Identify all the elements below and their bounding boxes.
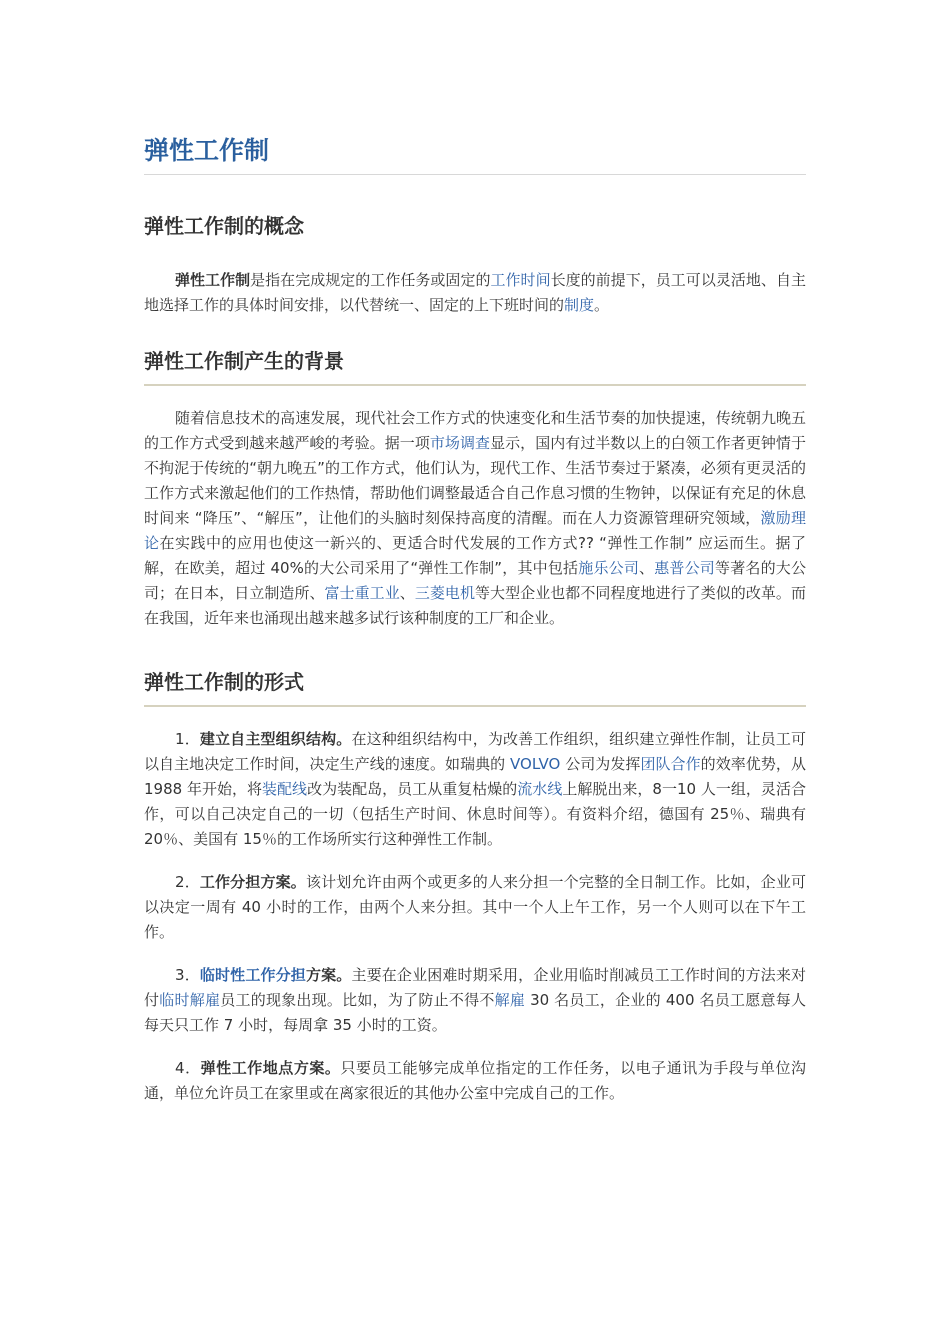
link-system[interactable]: 制度 <box>564 296 595 314</box>
section-heading-concept: 弹性工作制的概念 <box>144 214 304 238</box>
section-heading-background: 弹性工作制产生的背景 <box>144 346 806 386</box>
background-paragraph: 随着信息技术的高速发展，现代社会工作方式的快速变化和生活节奏的加快提速，传统朝九晚五的工作方式受到越来越严峻的考验。据一项市场调查显示，国内有过半数以上的白领工作者更钟情于不拘泥于传统的“朝九晚五”的工作方式，他们认为，现代工作、生活节奏过于紧凑，必须有更灵活的工作方式来激起他们的工作热情，帮助他们调整最适合自己作息习惯的生物钟，以保证有充足的休息时间来 “降压”、“解压”，让他们的头脑时刻保持高度的清醒。而在人力资源管理研究领域，激励理论在实践中的应用也使这一新兴的、更适合时代发展的工作方式?? “弹性工作制” 应运而生。据了解，在欧美，超过 40%的大公司采用了“弹性工作制”，其中包括施乐公司、惠普公司等著名的大公司；在日本，日立制造所、富士重工业、三菱电机等大型企业也都不同程度地进行了类似的改革。而在我国，近年来也涌现出越来越多试行该种制度的工厂和企业。 <box>144 409 806 627</box>
link-assembly-line[interactable]: 装配线 <box>262 780 308 798</box>
link-hp[interactable]: 惠普公司 <box>654 559 716 577</box>
article <box>144 130 806 1106</box>
form-item-1: 1．建立自主型组织结构。在这种组织结构中，为改善工作组织，组织建立弹性作制，让员工可以自主地决定工作时间，决定生产线的速度。如瑞典的 VOLVO 公司为发挥团队合作的效率优势，从 1988 年开始，将装配线改为装配岛，员工从重复枯燥的流水线上解脱出来，8一10 人一组，灵活合作，可以自己决定自己的一切（包括生产时间、休息时间等）。有资料介绍，德国有 25％、瑞典有 20％、美国有 15％的工作场所实行这种弹性工作制。 <box>144 730 806 848</box>
form-title-4: 弹性工作地点方案。 <box>200 1059 341 1077</box>
form-item-4: 4．弹性工作地点方案。只要员工能够完成单位指定的工作任务，以电子通讯为手段与单位沟通，单位允许员工在家里或在离家很近的其他办公室中完成自己的工作。 <box>144 1059 806 1102</box>
link-market-survey[interactable]: 市场调查 <box>429 434 491 452</box>
form-title-1: 建立自主型组织结构。 <box>199 730 352 748</box>
form-item-2: 2．工作分担方案。该计划允许由两个或更多的人来分担一个完整的全日制工作。比如，企业可以决定一周有 40 小时的工作，由两个人来分担。其中一个人上午工作，另一个人则可以在下午工作。 <box>144 873 806 941</box>
term-bold: 弹性工作制 <box>175 271 251 289</box>
link-teamwork[interactable]: 团队合作 <box>640 755 701 773</box>
link-fuji-heavy[interactable]: 富士重工业 <box>324 584 400 602</box>
link-volvo[interactable]: VOLVO <box>510 755 561 773</box>
link-temp-work-sharing[interactable]: 临时性工作分担 <box>199 966 306 984</box>
section-heading-forms: 弹性工作制的形式 <box>144 667 806 707</box>
link-incentive-theory[interactable]: 激励理论 <box>144 509 806 552</box>
concept-paragraph: 弹性工作制是指在完成规定的工作任务或固定的工作时间长度的前提下，员工可以灵活地、自主地选择工作的具体时间安排，以代替统一、固定的上下班时间的制度。 <box>144 271 806 314</box>
link-work-time[interactable]: 工作时间 <box>490 271 551 289</box>
page-title: 弹性工作制 <box>144 130 806 175</box>
link-temp-layoff[interactable]: 临时解雇 <box>159 991 221 1009</box>
form-title-2: 工作分担方案。 <box>199 873 306 891</box>
form-title-3-suffix: 方案。 <box>305 966 352 984</box>
link-production-line[interactable]: 流水线 <box>517 780 563 798</box>
form-item-3: 3．临时性工作分担方案。主要在企业困难时期采用，企业用临时削减员工工作时间的方法来对付临时解雇员工的现象出现。比如，为了防止不得不解雇 30 名员工，企业的 400 名员工愿意每人每天只工作 7 小时，每周拿 35 小时的工资。 <box>144 966 806 1034</box>
link-xerox[interactable]: 施乐公司 <box>578 559 640 577</box>
link-mitsubishi-electric[interactable]: 三菱电机 <box>414 584 476 602</box>
link-layoff[interactable]: 解雇 <box>494 991 526 1009</box>
